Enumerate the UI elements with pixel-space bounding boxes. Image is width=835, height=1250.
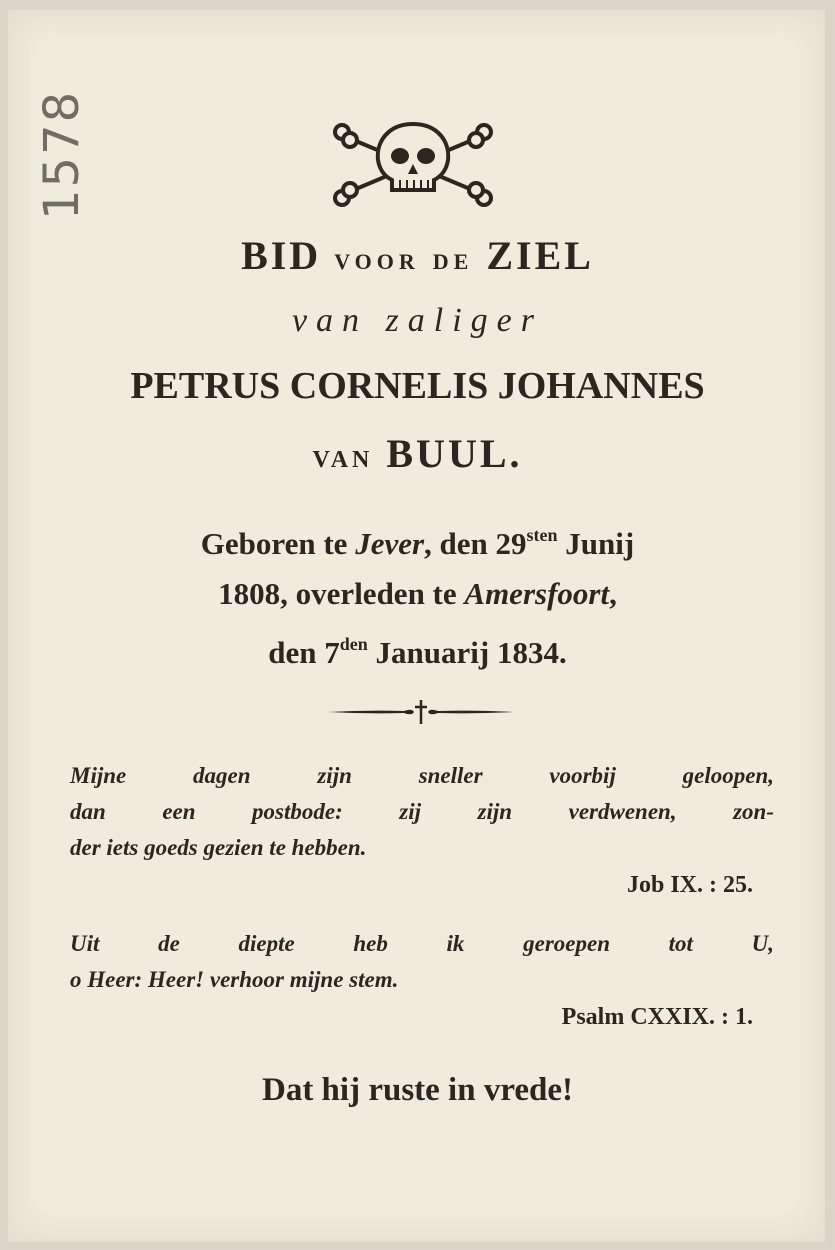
birth-place: Jever (355, 526, 425, 561)
verse-psalm-line-2: o Heer: Heer! verhoor mijne stem. (70, 967, 399, 992)
death-month-year: Januarij 1834. (367, 635, 567, 670)
title-voor: VOOR (334, 249, 420, 274)
death-date-text: den 7 (268, 635, 340, 670)
death-day-suffix: den (339, 634, 368, 654)
cross-divider-icon (326, 698, 516, 726)
title-line (0, 232, 835, 279)
handwritten-number: 1578 (34, 89, 90, 220)
verse-job-line-2: dan een postbode: zij zijn verdwenen, zon- (70, 799, 774, 824)
skull-and-crossbones-icon (330, 118, 496, 210)
birth-day-suffix: sten (526, 525, 558, 545)
dates-block (0, 510, 835, 678)
verse-psalm-reference: Psalm CXXIX. : 1. (561, 1004, 753, 1030)
dates-line-1 (0, 510, 835, 569)
title-ziel: ZIEL (486, 233, 594, 278)
birth-month: Junij (557, 526, 635, 561)
title-de: DE (432, 249, 474, 274)
died-text: 1808, overleden te (218, 576, 457, 611)
verse-job-reference: Job IX. : 25. (626, 872, 753, 898)
verse-job (70, 758, 774, 866)
death-place: Amersfoort (464, 576, 610, 611)
subtitle: van zaliger (291, 302, 544, 339)
name-line-1: PETRUS CORNELIS JOHANNES (130, 365, 705, 407)
dates-line-3 (0, 619, 835, 678)
name-buul: BUUL. (386, 431, 523, 476)
verse-psalm (70, 926, 774, 998)
born-text: Geboren te (200, 526, 348, 561)
death-comma: , (609, 576, 617, 611)
verse-psalm-line-1: Uit de diepte heb ik geroepen tot U, (70, 931, 774, 956)
name-van: VAN (312, 447, 374, 473)
title-bid: BID (241, 233, 322, 278)
verse-job-line-1: Mijne dagen zijn sneller voorbij geloopen, (70, 763, 774, 788)
birth-date-text: , den 29 (424, 526, 527, 561)
verse-job-line-3: der iets goeds gezien te hebben. (70, 835, 367, 860)
closing-prayer: Dat hij ruste in vrede! (261, 1072, 574, 1108)
dates-line-2 (0, 569, 835, 619)
name-line-2 (0, 430, 835, 477)
